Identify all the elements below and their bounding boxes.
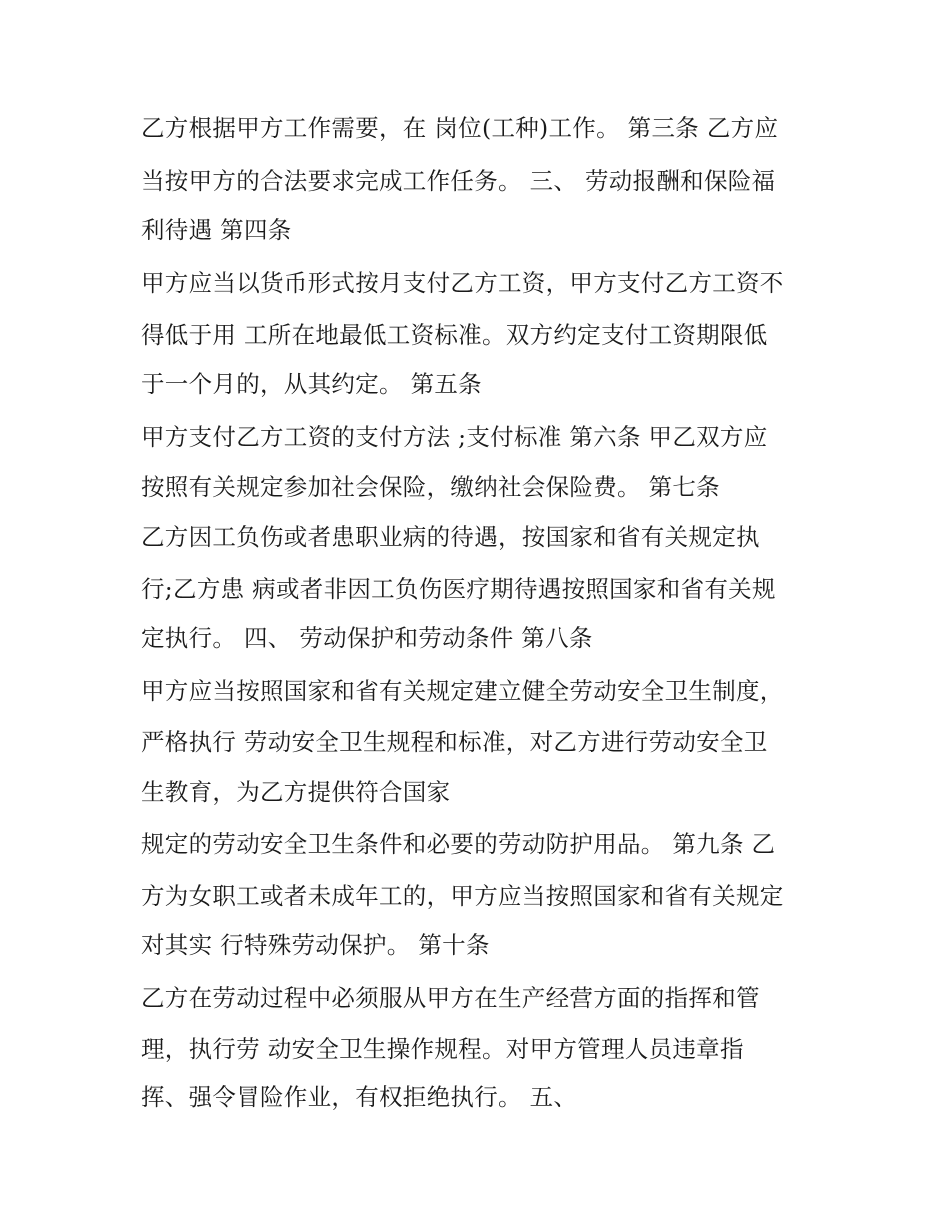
text-line: 甲方支付乙方工资的支付方法 ;支付标准 第六条 甲乙双方应 — [141, 423, 768, 451]
text-line: 规定的劳动安全卫生条件和必要的劳动防护用品。 第九条 乙 — [141, 830, 776, 858]
text-line: 甲方应当按照国家和省有关规定建立健全劳动安全卫生制度， — [141, 677, 784, 705]
text-line: 挥、强令冒险作业，有权拒绝执行。 五、 — [141, 1083, 578, 1111]
text-line: 对其实 行特殊劳动保护。 第十条 — [141, 931, 490, 959]
text-line: 甲方应当以货币形式按月支付乙方工资，甲方支付乙方工资不 — [141, 269, 784, 297]
text-line: 利待遇 第四条 — [141, 216, 292, 244]
text-line: 严格执行 劳动安全卫生规程和标准，对乙方进行劳动安全卫 — [141, 728, 768, 756]
text-line: 乙方根据甲方工作需要，在 岗位(工种)工作。 第三条 乙方应 — [141, 114, 779, 142]
text-line: 生教育，为乙方提供符合国家 — [141, 778, 451, 806]
text-line: 当按甲方的合法要求完成工作任务。 三、 劳动报酬和保险福 — [141, 167, 776, 195]
text-line: 定执行。 四、 劳动保护和劳动条件 第八条 — [141, 624, 593, 652]
text-line: 行;乙方患 病或者非因工负伤医疗期待遇按照国家和省有关规 — [141, 575, 776, 603]
text-line: 按照有关规定参加社会保险，缴纳社会保险费。 第七条 — [141, 473, 720, 501]
text-line: 乙方在劳动过程中必须服从甲方在生产经营方面的指挥和管 — [141, 984, 760, 1012]
text-line: 理，执行劳 动安全卫生操作规程。对甲方管理人员违章指 — [141, 1035, 744, 1063]
text-line: 乙方因工负伤或者患职业病的待遇，按国家和省有关规定执 — [141, 523, 760, 551]
text-line: 得低于用 工所在地最低工资标准。双方约定支付工资期限低 — [141, 321, 768, 349]
text-line: 方为女职工或者未成年工的，甲方应当按照国家和省有关规定 — [141, 882, 784, 910]
text-line: 于一个月的，从其约定。 第五条 — [141, 370, 482, 398]
